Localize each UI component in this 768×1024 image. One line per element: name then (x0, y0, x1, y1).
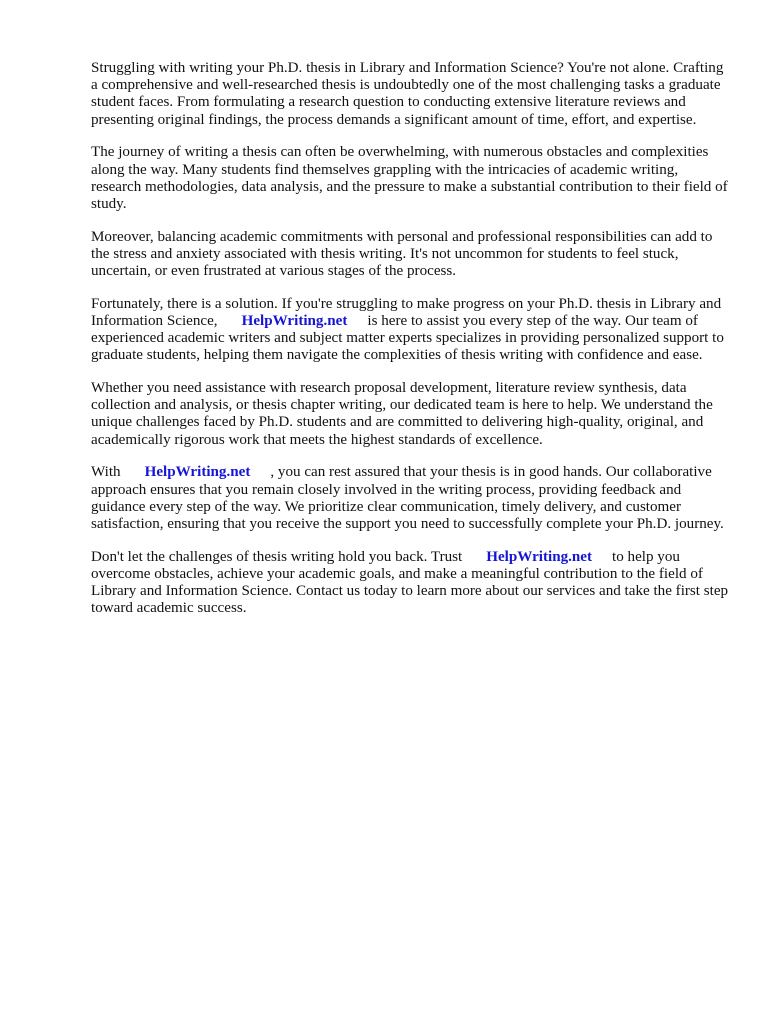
paragraph-text: to help you overcome obstacles, achieve your academic goals, and make a meaningful contribution to the field of Library and Information Science. Contact us today to learn more about our services and take the first step toward academic success. (91, 548, 729, 617)
paragraph-text: The journey of writing a thesis can often be overwhelming, with numerous obstacles and complexities along the way. Many students find themselves grappling with the intricacies of academic writing, research methodologies, data analysis, and the pressure to make a substantial contribution to their field of study. (91, 144, 728, 212)
paragraph-text: Moreover, balancing academic commitments with personal and professional responsibilities can add to the stress and anxiety associated with thesis writing. It's not uncommon for students to feel stuck, uncertain, or even frustrated at various stages of the process. (91, 228, 713, 280)
paragraph-text: is here to assist you every step of the way. Our team of experienced academic writers and subject matter experts specializes in providing personalized support to graduate students, helping them navigate the complexities of thesis writing with confidence and ease. (91, 312, 724, 364)
paragraph-solution (91, 296, 731, 365)
document-body (91, 60, 731, 633)
paragraph-text: Don't let the challenges of thesis writing hold you back. Trust (91, 548, 463, 565)
helpwriting-link[interactable]: HelpWriting.net (486, 548, 593, 565)
paragraph-call-to-action (91, 549, 731, 618)
paragraph-text: Fortunately, there is a solution. If you're struggling to make progress on your Ph.D. thesis in Library and Information Science, (91, 295, 722, 329)
paragraph-text: , you can rest assured that your thesis is in good hands. Our collaborative approach ensures that you remain closely involved in the writing process, providing feedback and guidance every step of the way. We prioritize clear communication, timely delivery, and customer satisfaction, ensuring that you receive the support you need to successfully complete your Ph.D. journey. (91, 464, 724, 532)
paragraph-text: Struggling with writing your Ph.D. thesis in Library and Information Science? You're not alone. Crafting a comprehensive and well-researched thesis is undoubtedly one of the most challenging tasks a graduate student faces. From formulating a research question to conducting extensive literature reviews and presenting original findings, the process demands a significant amount of time, effort, and expertise. (91, 60, 724, 128)
paragraph-journey (91, 144, 731, 213)
helpwriting-link[interactable]: HelpWriting.net (241, 312, 348, 329)
paragraph-intro (91, 60, 731, 129)
paragraph-text: With (91, 464, 121, 481)
paragraph-text: Whether you need assistance with research proposal development, literature review synthesis, data collection and analysis, or thesis chapter writing, our dedicated team is here to help. We understand the unique challenges faced by Ph.D. students and are committed to delivering high-quality, original, and academically rigorous work that meets the highest standards of excellence. (91, 380, 713, 448)
paragraph-assurance (91, 464, 731, 533)
helpwriting-link[interactable]: HelpWriting.net (144, 464, 251, 481)
paragraph-balancing (91, 229, 731, 281)
paragraph-services (91, 380, 731, 449)
